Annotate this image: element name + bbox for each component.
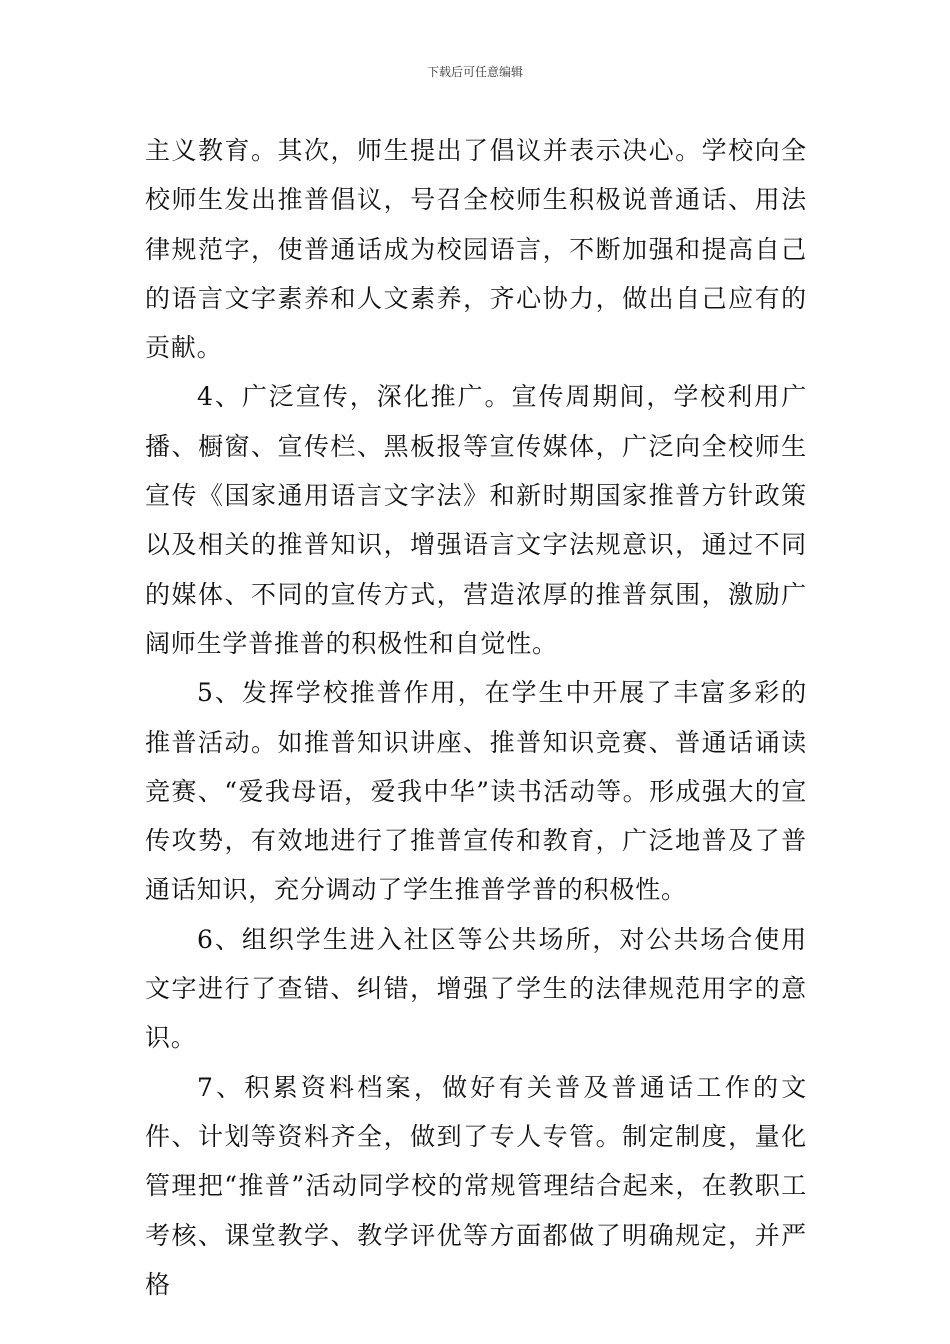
paragraph-3: 5、发挥学校推普作用，在学生中开展了丰富多彩的推普活动。如推普知识讲座、推普知识竞赛、普通话诵读竞赛、“爱我母语，爱我中华”读书活动等。形成强大的宣传攻势，有效地进行了推普宣传和教育，广泛地普及了普通话知识，充分调动了学生推普学普的积极性。	[145, 678, 807, 905]
paragraph-1: 主义教育。其次，师生提出了倡议并表示决心。学校向全校师生发出推普倡议，号召全校师生积极说普通话、用法律规范字，使普通话成为校园语言，不断加强和提高自己的语言文字素养和人文素养，齐心协力，做出自己应有的贡献。	[145, 136, 807, 363]
paragraph-4: 6、组织学生进入社区等公共场所，对公共场合使用文字进行了查错、纠错，增强了学生的法律规范用字的意识。	[145, 924, 807, 1053]
page-header: 下载后可任意编辑	[426, 65, 523, 79]
paragraph-5: 7、积累资料档案，做好有关普及普通话工作的文件、计划等资料齐全，做到了专人专管。制定制度，量化管理把“推普”活动同学校的常规管理结合起来，在教职工考核、课堂教学、教学评优等方面都做了明确规定，并严格	[145, 1072, 807, 1299]
document-body	[145, 126, 807, 1309]
paragraph-2: 4、广泛宣传，深化推广。宣传周期间，学校利用广播、橱窗、宣传栏、黑板报等宣传媒体，广泛向全校师生宣传《国家通用语言文字法》和新时期国家推普方针政策以及相关的推普知识，增强语言文字法规意识，通过不同的媒体、不同的宣传方式，营造浓厚的推普氛围，激励广阔师生学普推普的积极性和自觉性。	[145, 382, 807, 658]
